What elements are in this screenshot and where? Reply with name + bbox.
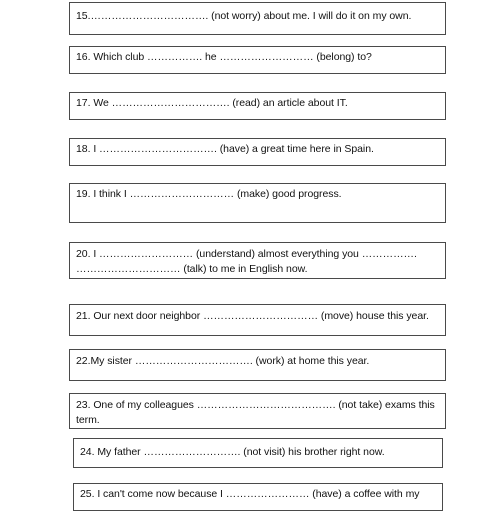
item-text-line: 23. One of my colleagues …………………………………. (not take) exams this bbox=[76, 399, 435, 411]
exercise-item-19 bbox=[69, 183, 446, 223]
item-text-line: 17. We ……………………………. (read) an article about IT. bbox=[76, 97, 348, 109]
item-text-line: 21. Our next door neighbor …………………………… (move) house this year. bbox=[76, 310, 429, 322]
item-text-line: 20. I ……………………… (understand) almost everything you ……………. bbox=[76, 248, 417, 260]
item-text-line: term. bbox=[76, 414, 100, 426]
item-text-line: 19. I think I ………………………… (make) good progress. bbox=[76, 188, 342, 200]
item-text-line: 15.……………………………. (not worry) about me. I will do it on my own. bbox=[76, 10, 412, 22]
exercise-item-15 bbox=[69, 2, 446, 35]
exercise-item-16 bbox=[69, 46, 446, 74]
exercise-item-22 bbox=[69, 349, 446, 381]
exercise-item-18 bbox=[69, 138, 446, 166]
item-text-line: ………………………… (talk) to me in English now. bbox=[76, 263, 308, 275]
item-text-line: 24. My father ………………………. (not visit) his brother right now. bbox=[80, 446, 385, 458]
exercise-item-23 bbox=[69, 393, 446, 429]
exercise-item-21 bbox=[69, 304, 446, 336]
item-text-line: 22.My sister ……………………………. (work) at home this year. bbox=[76, 355, 370, 367]
item-text-line: 25. I can't come now because I …………………… (have) a coffee with my bbox=[80, 488, 420, 500]
item-text-line: 18. I ……………………………. (have) a great time here in Spain. bbox=[76, 143, 374, 155]
exercise-item-25 bbox=[73, 483, 443, 511]
exercise-item-17 bbox=[69, 92, 446, 120]
exercise-item-24 bbox=[73, 438, 443, 468]
item-text-line: 16. Which club ……………. he ……………………… (belong) to? bbox=[76, 51, 372, 63]
exercise-item-20 bbox=[69, 242, 446, 279]
